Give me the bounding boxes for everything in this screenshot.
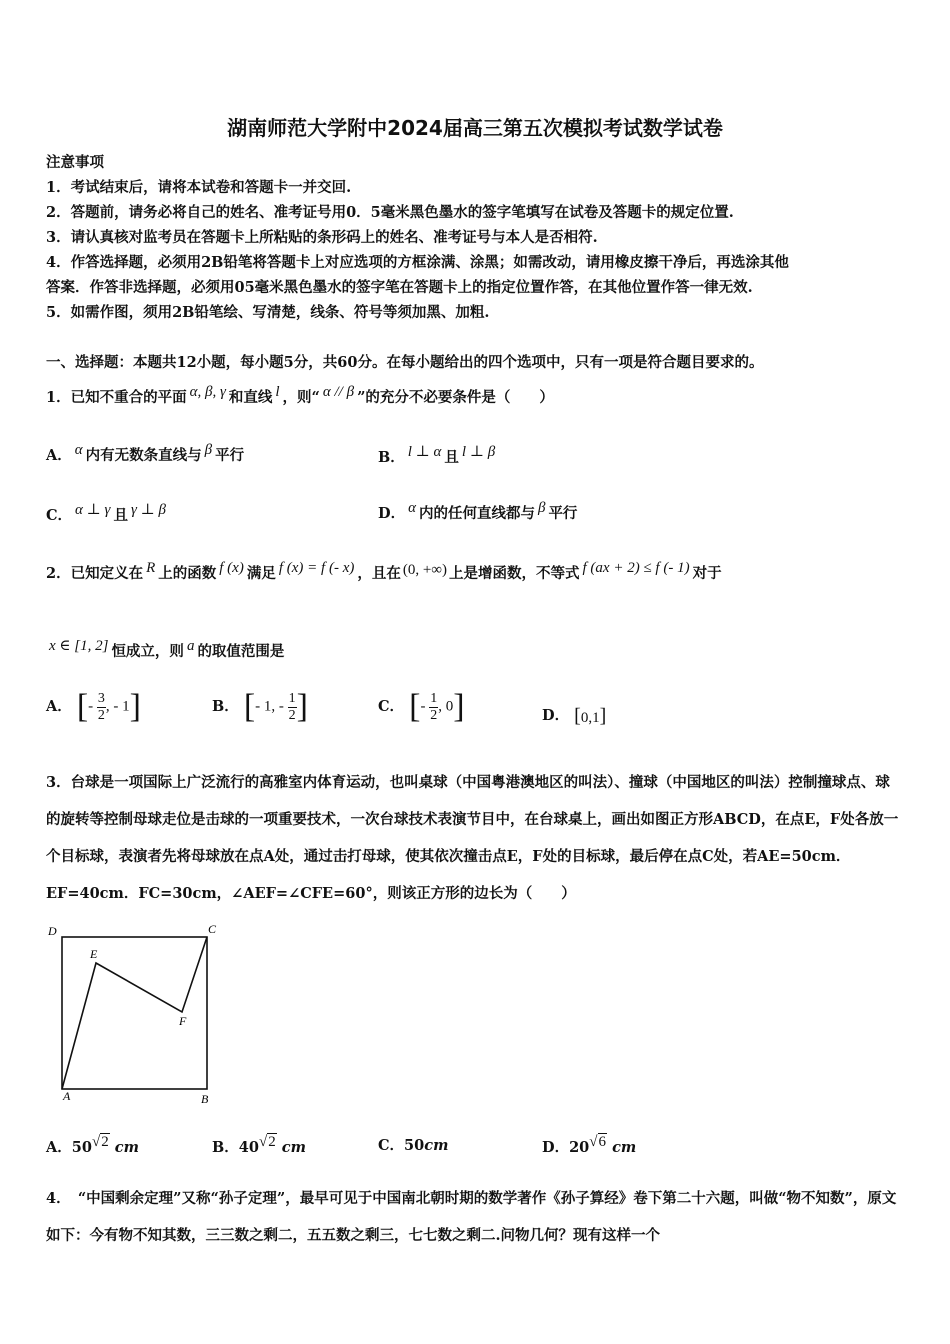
- interval: [- 1, - $\frac{1}{2}$ ]: [243, 688, 308, 725]
- option-label: A．: [46, 698, 72, 715]
- question-4: 4． “中国剩余定理”又称“孙子定理”，最早可见于中国南北朝时期的数学著作《孙子算经》卷下第二十六题，叫做“物不知数”，原文如下：今有物不知其数，三三数之剩二，五五数之剩三，七七数之剩二.问物几何？现有这样一个: [46, 1190, 897, 1244]
- option-label: A．: [46, 447, 72, 464]
- interval-text: - 1, -: [255, 698, 288, 715]
- notice-item: 1．考试结束后，请将本试卷和答题卡一并交回.: [46, 179, 352, 196]
- q3-option-d[interactable]: [542, 1134, 636, 1157]
- radicand: 6: [598, 1134, 606, 1150]
- question-2-cont: [46, 636, 284, 661]
- option-text: 平行: [215, 447, 245, 464]
- numerator: 1: [430, 690, 438, 706]
- option-unit: cm: [114, 1139, 139, 1156]
- option-value: 20: [569, 1139, 590, 1156]
- option-value: 50: [404, 1137, 425, 1154]
- question-1: [46, 384, 554, 407]
- q2-text: 上的函数: [158, 565, 217, 582]
- option-label: B．: [212, 698, 239, 715]
- q2-option-d[interactable]: [542, 704, 606, 728]
- q1-option-a[interactable]: [46, 442, 244, 465]
- q2-math: a: [186, 638, 195, 654]
- q1-math: α, β, γ: [189, 384, 226, 400]
- q2-text: 恒成立，则: [111, 643, 184, 660]
- sqrt: √2: [91, 1134, 109, 1150]
- radicand: 2: [101, 1134, 109, 1150]
- q2-text: 2．已知定义在: [46, 565, 144, 582]
- option-math: β: [204, 442, 213, 458]
- q1-option-c[interactable]: [46, 500, 169, 525]
- section-heading: 一、选择题：本题共12小题，每小题5分，共60分。在每小题给出的四个选项中，只有一项是符合题目要求的。: [46, 354, 764, 371]
- option-text: 且: [113, 507, 128, 524]
- q1-text: ”的充分不必要条件是（ ）: [357, 389, 554, 406]
- q2-math: (0, +∞): [402, 562, 447, 578]
- q2-math: f (x): [219, 560, 244, 576]
- q2-text: ，且在: [357, 565, 401, 582]
- sqrt: √2: [258, 1134, 276, 1150]
- option-label: D．: [542, 1139, 570, 1156]
- q2-text: 上是增函数，不等式: [449, 565, 580, 582]
- q1-math: α // β: [322, 384, 355, 400]
- label-a: A: [63, 1089, 71, 1103]
- option-math: β: [537, 500, 546, 516]
- notice-item: 3．请认真核对监考员在答题卡上所粘贴的条形码上的姓名、准考证号与本人是否相符.: [46, 229, 598, 246]
- notice-item: 2．答题前，请务必将自己的姓名、准考证号用0．5毫米黑色墨水的签字笔填写在试卷及答题卡的规定位置.: [46, 204, 734, 221]
- notice-heading: 注意事项: [46, 154, 104, 171]
- sqrt: √6: [589, 1134, 606, 1150]
- q2-text: 满足: [246, 565, 276, 582]
- option-math: l ⊥ α: [407, 444, 442, 460]
- label-e: E: [90, 947, 98, 961]
- denominator: 2: [97, 707, 105, 723]
- option-value: 50: [71, 1139, 92, 1156]
- radicand: 2: [268, 1134, 276, 1150]
- fraction: [288, 691, 297, 724]
- fraction: [429, 691, 438, 724]
- q1-text: ，则“: [282, 389, 320, 406]
- notice-item: 答案．作答非选择题，必须用05毫米黑色墨水的签字笔在答题卡上的指定位置作答，在其他位置作答一律无效.: [46, 279, 753, 296]
- option-unit: cm: [612, 1139, 637, 1156]
- denominator: 2: [288, 707, 296, 723]
- q2-math: R: [146, 560, 156, 576]
- option-math: l ⊥ β: [461, 444, 496, 460]
- q2-math: f (ax + 2) ≤ f (- 1): [582, 560, 690, 576]
- label-d: D: [48, 924, 57, 938]
- q2-math: f (x) = f (- x): [278, 560, 355, 576]
- interval: [- $\frac{1}{2}$ , 0]: [409, 688, 465, 725]
- option-label: C．: [378, 698, 405, 715]
- q2-text: 的取值范围是: [197, 643, 285, 660]
- denominator: 2: [430, 707, 438, 723]
- option-math: α: [408, 500, 416, 516]
- option-text: 平行: [548, 505, 578, 522]
- label-f: F: [179, 1014, 187, 1028]
- option-label: B．: [212, 1139, 239, 1156]
- interval-text: -: [88, 698, 97, 715]
- ball-path: [62, 937, 207, 1089]
- interval: [- $\frac{3}{2}$ , - 1]: [76, 688, 141, 725]
- option-math: α ⊥ γ: [75, 502, 111, 518]
- q3-option-c[interactable]: [378, 1134, 448, 1155]
- question-2: [46, 560, 722, 583]
- numerator: 1: [288, 690, 296, 706]
- numerator: 3: [97, 690, 105, 706]
- interval-text: , - 1: [105, 698, 130, 715]
- q1-option-b[interactable]: [378, 442, 498, 467]
- q2-text: 对于: [692, 565, 722, 582]
- option-label: A．: [46, 1139, 72, 1156]
- option-label: C．: [378, 1137, 405, 1154]
- option-math: α: [74, 442, 83, 458]
- q1-option-d[interactable]: [378, 500, 577, 523]
- notice-item: 5．如需作图，须用2B铅笔绘、写清楚，线条、符号等须加黑、加粗.: [46, 304, 490, 321]
- square-abcd: [62, 937, 207, 1089]
- square-figure: [46, 924, 226, 1108]
- q3-option-b[interactable]: [212, 1134, 306, 1157]
- q1-text: 和直线: [228, 389, 273, 406]
- interval: [0,1]: [574, 704, 607, 727]
- option-label: D．: [542, 707, 570, 724]
- option-label: D．: [378, 505, 406, 522]
- option-math: γ ⊥ β: [130, 502, 166, 518]
- label-b: B: [201, 1092, 209, 1106]
- q2-math: x ∈ [1, 2]: [49, 638, 109, 654]
- option-value: 40: [238, 1139, 259, 1156]
- option-unit: cm: [281, 1139, 306, 1156]
- q1-math: l: [275, 384, 280, 400]
- option-text: 内的任何直线都与: [418, 505, 535, 522]
- fraction: [97, 691, 106, 724]
- q2-option-a[interactable]: [46, 690, 141, 724]
- option-label: C．: [46, 507, 73, 524]
- option-text: 内有无数条直线与: [85, 447, 202, 464]
- label-c: C: [208, 924, 217, 936]
- interval-text: 0,1: [580, 709, 600, 726]
- page-title: 湖南师范大学附中2024届高三第五次模拟考试数学试卷: [227, 116, 723, 140]
- q1-text: 1．已知不重合的平面: [46, 389, 187, 406]
- interval-text: -: [420, 698, 430, 715]
- q2-option-c[interactable]: [378, 690, 465, 724]
- option-unit: cm: [424, 1137, 449, 1154]
- q3-option-a[interactable]: [46, 1134, 139, 1157]
- q2-option-b[interactable]: [212, 690, 308, 724]
- notice-item: 4．作答选择题，必须用2B铅笔将答题卡上对应选项的方框涂满、涂黑；如需改动，请用橡皮擦干净后，再选涂其他: [46, 254, 789, 271]
- option-label: B．: [378, 449, 405, 466]
- question-3: 3．台球是一项国际上广泛流行的高雅室内体育运动，也叫桌球（中国粤港澳地区的叫法）、撞球（中国地区的叫法）控制撞球点、球的旋转等控制母球走位是击球的一项重要技术，一次台球技术表演节目中，在台球桌上，画出如图正方形ABCD，在点E，F处各放一个目标球，表演者先将母球放在点A处，通过击打母球，使其依次撞击点E，F处的目标球，最后停在点C处，若AE=50cm．EF=40cm．FC=30cm，∠AEF=∠CFE=60°，则该正方形的边长为（ ）: [46, 774, 899, 902]
- option-text: 且: [444, 449, 459, 466]
- interval-text: , 0: [438, 698, 454, 715]
